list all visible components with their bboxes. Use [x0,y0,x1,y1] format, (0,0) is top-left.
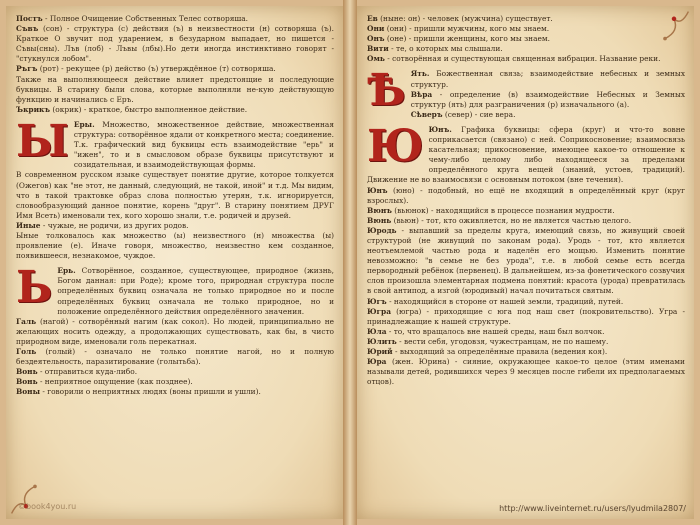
entry-term: Воны [16,387,40,397]
yat-section [367,65,685,119]
paragraph [367,307,685,327]
entry-text: - неприятное ощущение (как позднее). [37,377,193,387]
entry-term: Голь [16,347,37,356]
paragraph [16,231,334,261]
paragraph [16,367,334,377]
paragraph [16,170,334,220]
entry-text: (рот) - рекущее (р) действо (ъ) утверждённое (т) сотворяша. [37,64,276,74]
paragraph [367,24,685,34]
entry-term: Вюнь [367,215,392,225]
entry-text: (они) - пришли мужчины, кого мы знаем. [384,24,550,34]
paragraph [16,377,334,387]
book-gutter [343,0,357,525]
entry-term: Ев [367,14,378,23]
entry-term: Юлить [367,336,397,346]
paragraph [367,54,685,64]
paragraph [367,357,685,387]
entry-text: - находящийся в стороне от нашей земли, традиций, путей. [386,296,624,306]
entry-term: Юнъ. [428,124,452,134]
paragraph [367,206,685,216]
entry-text: Ыные толковалось как множество (ы) неизвестного (н) множества (ы) проявление (е). Иначе говоря, множество, неизвестно кем созданное, появившееся, незнакомое, чуждое. [16,230,334,261]
yat-body [367,65,685,119]
paragraph [367,216,685,226]
floral-ornament-icon [656,8,692,44]
entry-term: Юра [367,357,387,367]
entry-text: - выпавший за пределы круга, имеющий связь, но живущий своей структурой (не живущий по законам рода). Уродь - тот, кто является неотъемлемой частью рода и наделён его мощью. Изменить понятие невозможно: "в семье не без урода", т.е. в любой семье есть всегда первородный ребёнок (первенец). В дальнейшем, из-за фонетического созвучия слов произошла элементарная подмена понятий: красота (урода) превратилась в свой антипод, а изгой (юродивый) начал почитаться святым. [367,225,685,296]
entry-term: Юрий [367,347,393,356]
entry-term: Ъкрикъ [16,104,51,114]
paragraph [16,347,334,367]
entry-text: - отправиться куда-либо. [37,367,138,377]
paragraph [367,69,685,89]
paragraph [16,14,334,24]
paragraph [367,110,685,120]
entry-text: - определение (в) взаимодействие Небесных и Земных структур (ять) для разграничения (р) изначального (а). [410,89,685,109]
watermark-right: http://www.liveinternet.ru/users/lyudmila2807/ [499,504,686,513]
dropcap-yat: Ѣ [367,65,406,117]
paragraph [16,105,334,115]
paragraph [367,14,685,24]
entry-text: - выходящий за определённые правила (ведения коя). [392,347,608,356]
watermark-left: ©book4you.ru [18,502,77,511]
entry-text: В современном русском языке существует понятие другие, которое толкуется (Ожегов) как "не этот, не данный, следующий, не такой, иной" и т.д. Мы видим, что в такой трактовке образ слова полностью утерян, т.к. игнорируется, словообразующий данное понятие, корень "друг". В старину понятием ДРУГ Имя Всеть) именовали тех, кого хорошо знали, т.е. родичей и друзей. [16,170,334,220]
paragraph [16,64,334,74]
entry-term: Онъ [367,34,385,44]
entry-term: Галь [16,316,37,326]
entry-text: Сотворённое, созданное, существующее, природное (жизнь, Богом данная: при Роде); кроме того, природная структура после определённых буквиц означала не только природное но и после определённых буквиц означала не только природное, но и положение определённого действия определённого значения. [57,266,334,316]
entry-text: (жен. Юрина) - сияние, окружающее какое-то целое (этим именами называли детей, родившихся через 9 месяцев после гибели их предполагаемых отцов). [367,357,685,387]
entry-term: Омь [367,54,385,64]
entry-text: Также на выполняющееся действие влияет предстоящие и последующие буквицы. В старину были слова, которые выполняли не-кую действующую функцию и начинались с Еръ. [16,74,334,104]
paragraph [367,44,685,54]
paragraph [367,297,685,307]
yu-section [367,120,685,387]
entry-text: (север) - сие вера. [442,109,516,119]
entry-term: Сѣверъ [410,109,443,119]
entry-term: Юнъ [367,185,388,195]
entry-text: (ныне: он) - человек (мужчина) существует. [377,14,553,23]
entry-term: Вонь [16,377,38,387]
entry-term: Юла [367,326,387,336]
yer-body [16,262,334,397]
entry-text: (юно) - подобный, но ещё не входящий в определённый круг (круг взрослых). [367,185,685,205]
entry-text: (окрик) - краткое, быстро выполненное действие. [50,104,248,114]
paragraph [367,34,685,44]
entry-term: Вѣра [410,89,433,99]
entry-text: - сотворённая и существующая священная вибрация. Название реки. [384,54,661,64]
floral-ornament-icon [8,481,44,517]
entry-term: Югра [367,306,391,316]
entry-text: (оне) - пришли женщины, кого мы знаем. [384,34,550,44]
entry-term: Иные [16,220,41,230]
entry-text: (голый) - означало не только понятие нагой, но и полную бездеятельность, паразитирование (голытьба). [16,347,334,367]
entry-text: (нагой) - сотворённый нагим (как сокол). Но людей, принципиально не желающих носить одежду, а продолжающих существовать, как бы, в чисто природном виде, именовали голь перекатная. [16,316,334,346]
entry-text: - чужые, не родичи, из других родов. [40,220,189,230]
entry-term: Ерь. [57,266,76,276]
entry-term: Еры. [73,119,95,129]
entry-text: (югра) - приходящие с юга под наш свет (покровительство). Угра - принадлежащие к нашей структуре. [367,306,685,326]
paragraph [367,337,685,347]
paragraph [367,226,685,297]
paragraph [16,387,334,397]
yery-section [16,115,334,261]
right-page [357,6,694,519]
entry-text: Множество, множественное действие, множественная структура: сотворённое ядали от конкретного места; соединение. Т.к. графический вид буквицы есть взаимодействие "ерь" и "ижен", то и в смысловом образе буквицы присутствуют и созидательная, и взаимодействующая формы. [73,119,334,170]
entry-term: Вонь [16,367,38,377]
entry-term: Вити [367,44,389,54]
entry-term: Юродь [367,225,397,235]
entry-text: Божественная связь; взаимодействие небесных и земных структур. [410,69,685,89]
right-intro [367,14,685,64]
right-page-text [367,14,685,387]
left-page-text [16,14,334,397]
left-page [6,6,343,519]
entry-text: (вьюн) - тот, кто оживляется, но не является частью целого. [391,215,632,225]
entry-text: (вьюнок) - находящийся в процессе познания мудрости. [391,205,615,215]
paragraph [367,186,685,206]
paragraph [16,221,334,231]
paragraph [16,24,334,64]
entry-term: Они [367,24,385,34]
dropcap-yu: Ю [367,120,424,172]
entry-text: - вести себя, угодовзя, чужестранцам, не по нашему. [396,336,609,346]
paragraph [16,317,334,347]
entry-text: (сон) - структура (с) действия (ъ) в неизвестности (н) сотворяша (ъ). Краткое О звучит под ударением, в безударном выпадает, но пишется - Съвы(сны). Лъв (лоб) - Лъвы (лбы).Но дети иногда инстинктивно говорят - "стукнулся лобом". [16,24,334,64]
paragraph [367,90,685,110]
paragraph [367,327,685,337]
entry-term: Ръгъ [16,64,38,74]
entry-text: - Полное Очищение Собственных Телес сотворяша. [42,14,248,23]
entry-term: Вюнъ [367,205,392,215]
entry-term: Югъ [367,296,387,306]
yer-section [16,262,334,397]
entry-term: Ять. [410,69,430,79]
paragraph [367,347,685,357]
entry-text: Графика буквицы: сфера (круг) и что-то вовне соприкасается (связано) с ней. Соприкосновение; взаимосвязь касательная; прикосновение, имеющее какое-то отношение к чему-либо целому либо находящееся за пределами определённого круга вещей (знаний, устоев, традиций). Движение не во взаимосвязи с основным потоком (вне течения). [367,124,685,185]
entry-text: - то, что вращалось вне нашей среды, наш был волчок. [386,326,605,336]
dropcap-yer: Ь [16,262,53,314]
entry-text: - говорили о неприятных людях (воны пришли и ушли). [40,387,261,397]
entry-term: Постъ [16,14,43,23]
entry-text: - те, о которых мы слышали. [388,44,503,54]
entry-term: Съвъ [16,24,39,34]
dropcap-yery: Ы [16,115,69,167]
paragraph [16,262,334,316]
left-intro [16,14,334,115]
paragraph [16,75,334,105]
